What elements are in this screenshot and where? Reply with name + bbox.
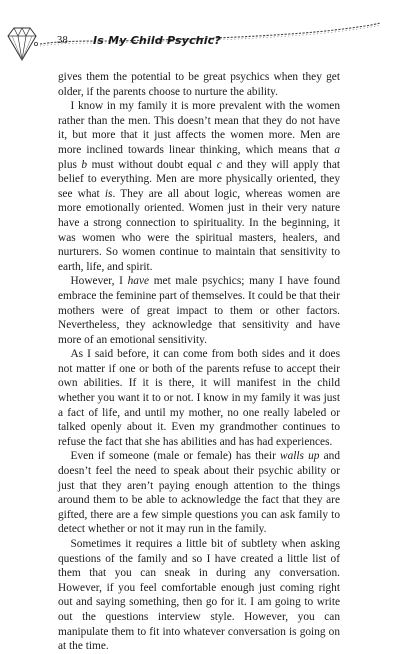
diamond-pendant-icon <box>4 24 40 64</box>
paragraph-2: I know in my family it is more prevalent with the women rather than the men. This doesn’t mean that they do not have it, but more that it just affects the women more. Men are more inclined towards linear thinking, which means that a plus b must without doubt equal c and they will apply that belief to everything. Men are more physically oriented, they see what is. They are all about logic, whereas women are more emotionally oriented. Women just in their very nature have a strong connection to spirituality. In the beginning, it was women who were the spiritual masters, healers, and nurturers. So women continue to maintain that sensitivity to earth, life, and spirit. <box>58 100 341 273</box>
page-header <box>0 0 400 70</box>
paragraph-6: Sometimes it requires a little bit of subtlety when asking questions of the family and so I have created a little list of them that you can sneak in during any conversation. However, if you feel comfortable enough just coming right out and saying something, then go for it. I am going to write out the questions interview style. However, you can manipulate them to fit into whatever conversation is going on at the time. <box>58 538 340 653</box>
paragraph-5: Even if someone (male or female) has their walls up and doesn’t feel the need to speak about their psychic ability or just that they aren’t paying enough attention to the things around them to be able to acknowledge the fact that they are gifted, there are a few simple questions you can ask family to detect whether or not it may run in the family. <box>58 450 340 536</box>
body-text <box>58 70 340 654</box>
paragraph-3: However, I have met male psychics; many I have found embrace the feminine part of themselves. It could be that their mothers were of great impact to them or other factors. Nevertheless, they acknowledge that sensitivity and have more of an emotional sensitivity. <box>58 275 341 346</box>
running-title: Is My Child Psychic? <box>93 34 221 47</box>
page-number: 38 <box>57 35 69 46</box>
paragraph-1: gives them the potential to be great psychics when they get older, if the parents choose to nurture the ability. <box>58 71 340 98</box>
paragraph-4: As I said before, it can come from both sides and it does not matter if one or both of the parents refuse to accept their own abilities. If it is there, it will manifest in the child whether you want it to or not. I know in my family it was just a fact of life, and until my mother, no one really labeled or talked openly about it. Even my grandmother continues to refuse the fact that she has abilities and has had experiences. <box>58 348 340 448</box>
